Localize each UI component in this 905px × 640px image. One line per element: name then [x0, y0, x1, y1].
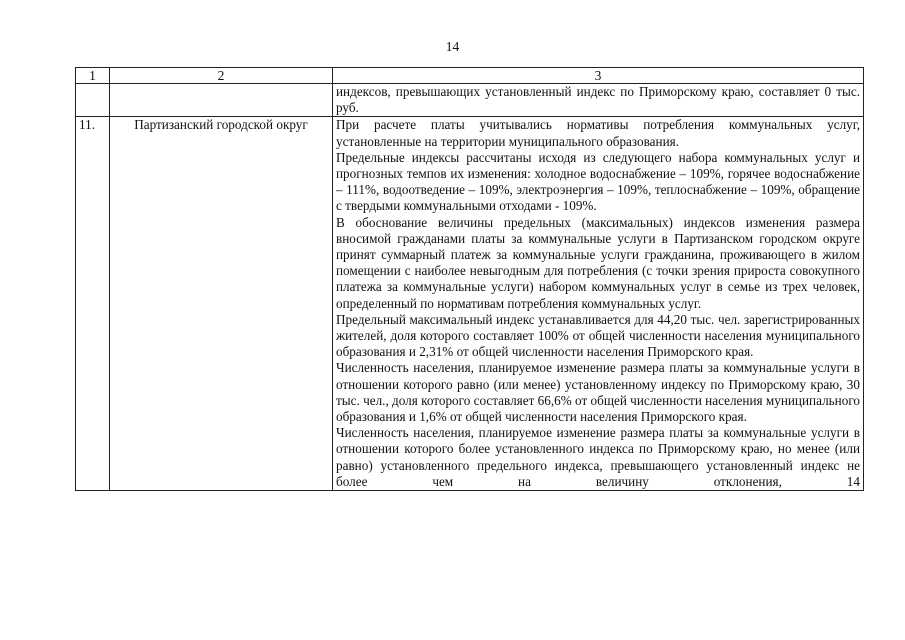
table-row-11: [76, 117, 864, 491]
header-cell-3: 3: [333, 68, 864, 84]
paragraph-population-equal: Численность населения, планируемое изменение размера платы за коммунальные услуги в отношении которого равно (или менее) установленному индексу по Приморскому краю, 30 тыс. чел., доля которого составляет 66,6% от общей численности населения муниципального образования и 1,6% от общей численности населения Приморского края.: [336, 360, 860, 425]
continuation-text-cell: [333, 84, 864, 117]
continuation-num-cell: [76, 84, 110, 117]
page-number: 14: [445, 39, 460, 54]
continuation-row: [76, 84, 864, 117]
header-cell-1: 1: [76, 68, 110, 84]
continuation-text: индексов, превышающих установленный индекс по Приморскому краю, составляет 0 тыс. руб.: [336, 84, 860, 116]
header-cell-2: 2: [110, 68, 333, 84]
row-number: 11.: [76, 117, 110, 491]
paragraph-norms: При расчете платы учитывались нормативы потребления коммунальных услуг, установленные на территории муниципального образования.: [336, 117, 860, 149]
paragraph-justification: В обоснование величины предельных (максимальных) индексов изменения размера вносимой гражданами платы за коммунальные услуги в Партизанском городском округе принят суммарный платеж за коммунальные услуги гражданина, проживающего в жилом помещении с наиболее невыгодным для потребления (с точки зрения прироста совокупного платежа за коммунальные услуги) набором коммунальных услуг в семье из трех человек, определенный по нормативам потребления коммунальных услуг.: [336, 214, 860, 311]
paragraph-max-index: Предельный максимальный индекс устанавливается для 44,20 тыс. чел. зарегистрированных жителей, доля которого составляет 100% от общей численности населения муниципального образования и 2,31% от общей численности населения Приморского края.: [336, 311, 860, 360]
table-header-row: [76, 68, 864, 84]
document-table: [75, 67, 864, 491]
paragraph-index-set: Предельные индексы рассчитаны исходя из следующего набора коммунальных услуг и прогнозных темпов их изменения: холодное водоснабжение – 109%, горячее водоснабжение – 111%, водоотведение – 109%, электроэнергия – 109%, теплоснабжение – 109%, обращение с твердыми коммунальными отходами - 109%.: [336, 149, 860, 214]
paragraph-population-above: Численность населения, планируемое изменение размера платы за коммунальные услуги в отношении которого более установленного индекса по Приморскому краю, но менее (или равно) установленного предельного индекса, превышающего установленный индекс не более чем на величину отклонения, 14: [336, 425, 860, 489]
municipality-name: Партизанский городской округ: [110, 117, 333, 491]
continuation-name-cell: [110, 84, 333, 117]
row-description-cell: [333, 117, 864, 491]
